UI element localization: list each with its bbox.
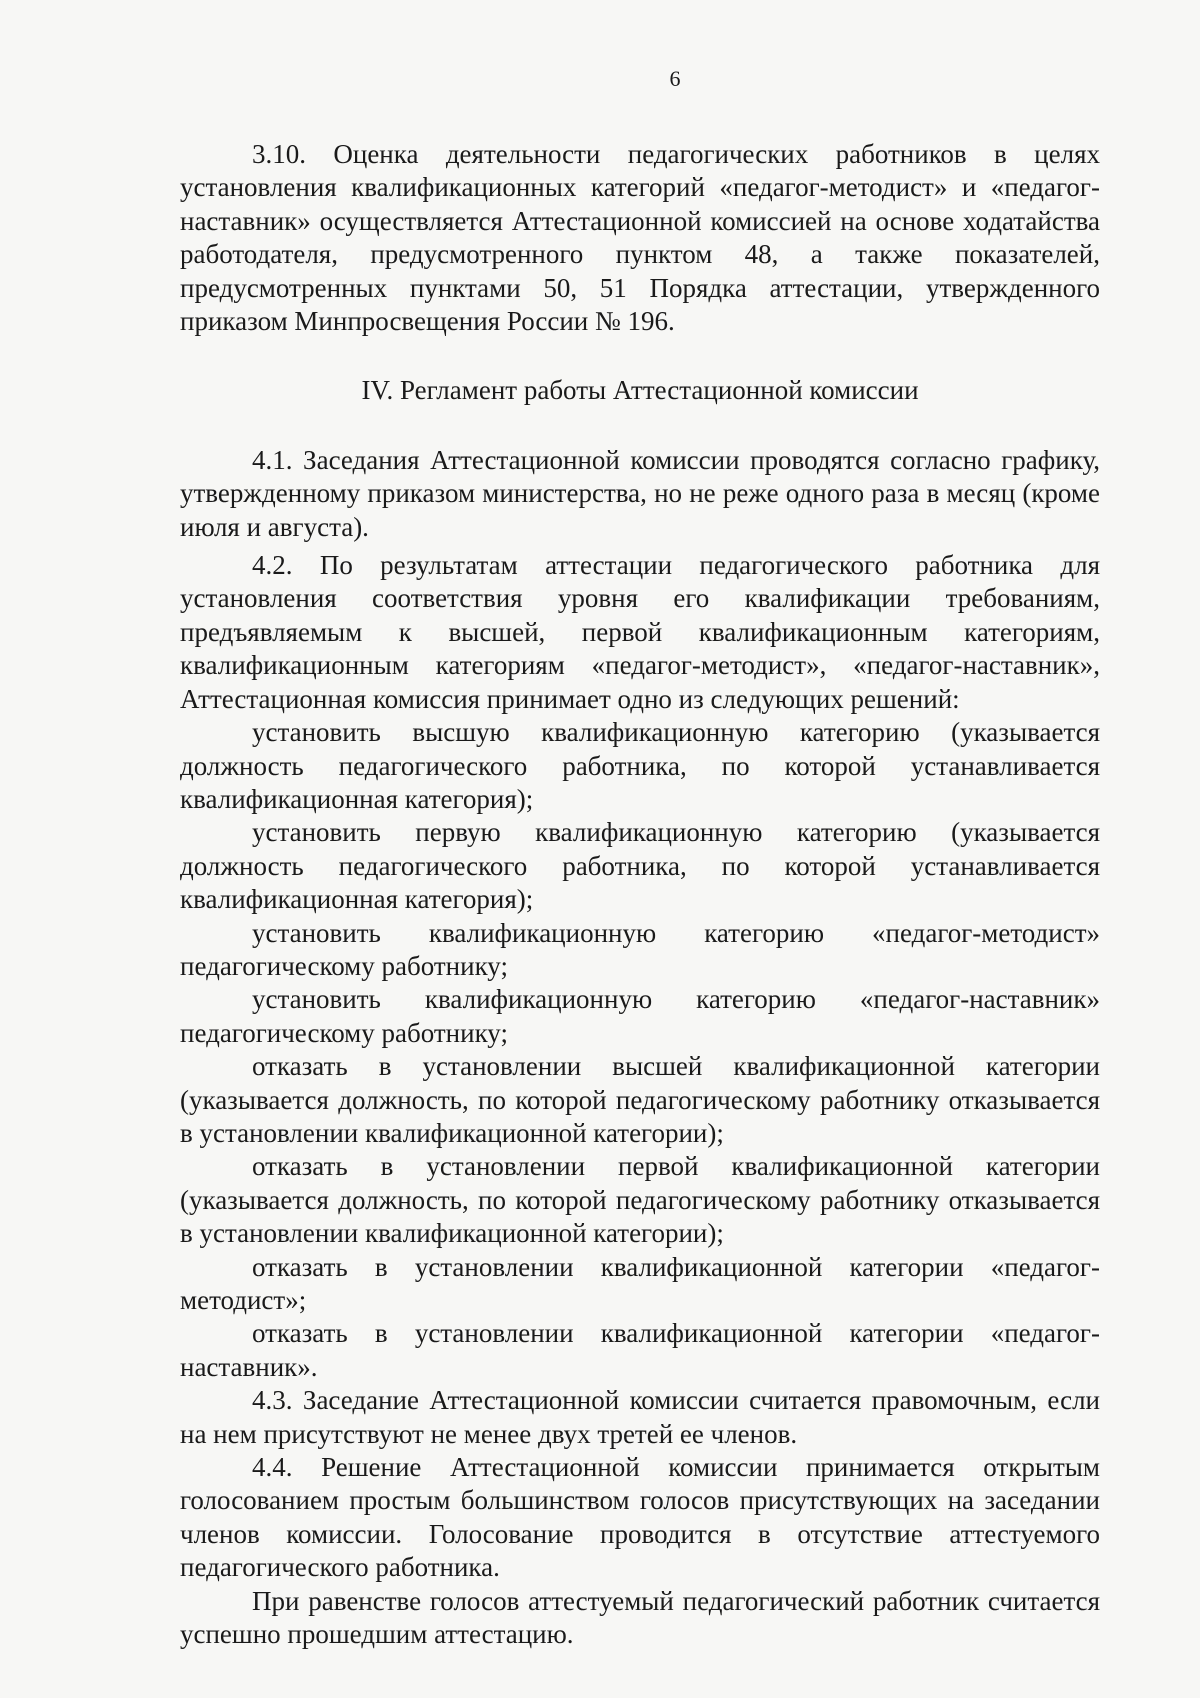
decision-item: отказать в установлении квалификационной категории «педагог-методист»; [180, 1251, 1100, 1315]
paragraph-4-1: 4.1. Заседания Аттестационной комиссии проводятся согласно графику, утвержденному приказом министерства, но не реже одного раза в месяц (кроме июля и августа). [180, 444, 1100, 542]
decision-item: установить квалификационную категорию «педагог-наставник» педагогическому работнику; [180, 984, 1100, 1048]
decision-item: установить квалификационную категорию «педагог-методист» педагогическому работнику; [180, 917, 1100, 981]
page-number: 6 [669, 66, 681, 91]
paragraph-tie-vote: При равенстве голосов аттестуемый педагогический работник считается успешно прошедшим аттестацию. [180, 1585, 1100, 1650]
paragraph-3-10: 3.10. Оценка деятельности педагогических работников в целях установления квалификационных категорий «педагог-методист» и «педагог-наставник» осуществляется Аттестационной комиссией на основе ходатайства работодателя, предусмотренного пунктом 48, а также показателей, предусмотренных пунктами 50, 51 Порядка аттестации, утвержденного приказом Минпросвещения России № 196. [180, 139, 1100, 337]
decision-item: отказать в установлении высшей квалификационной категории (указывается должность, по которой педагогическому работнику отказывается в установлении квалификационной категории); [180, 1051, 1100, 1148]
paragraph-4-2: 4.2. По результатам аттестации педагогического работника для установления соответствия уровня его квалификации требованиям, предъявляемым к высшей, первой квалификационным категориям, квалификационным категориям «педагог-методист», «педагог-наставник», Аттестационная комиссия принимает одно из следующих решений: [180, 550, 1100, 714]
decision-item: отказать в установлении первой квалификационной категории (указывается должность, по которой педагогическому работнику отказывается в установлении квалификационной категории); [180, 1151, 1100, 1249]
paragraph-4-3: 4.3. Заседание Аттестационной комиссии считается правомочным, если на нем присутствуют не менее двух третей ее членов. [180, 1385, 1100, 1449]
decision-item: установить высшую квалификационную категорию (указывается должность педагогического работника, по которой устанавливается квалификационная категория); [180, 717, 1100, 814]
section-heading: IV. Регламент работы Аттестационной комиссии [361, 375, 919, 406]
paragraph-4-4: 4.4. Решение Аттестационной комиссии принимается открытым голосованием простым большинством голосов присутствующих на заседании членов комиссии. Голосование проводится в отсутствие аттестуемого педагогического работника. [180, 1452, 1100, 1583]
decision-item: отказать в установлении квалификационной категории «педагог-наставник». [180, 1318, 1100, 1382]
decision-item: установить первую квалификационную категорию (указывается должность педагогического работника, по которой устанавливается квалификационная категория); [180, 817, 1100, 915]
decision-list [180, 716, 1100, 1384]
document-body [180, 138, 1100, 1651]
